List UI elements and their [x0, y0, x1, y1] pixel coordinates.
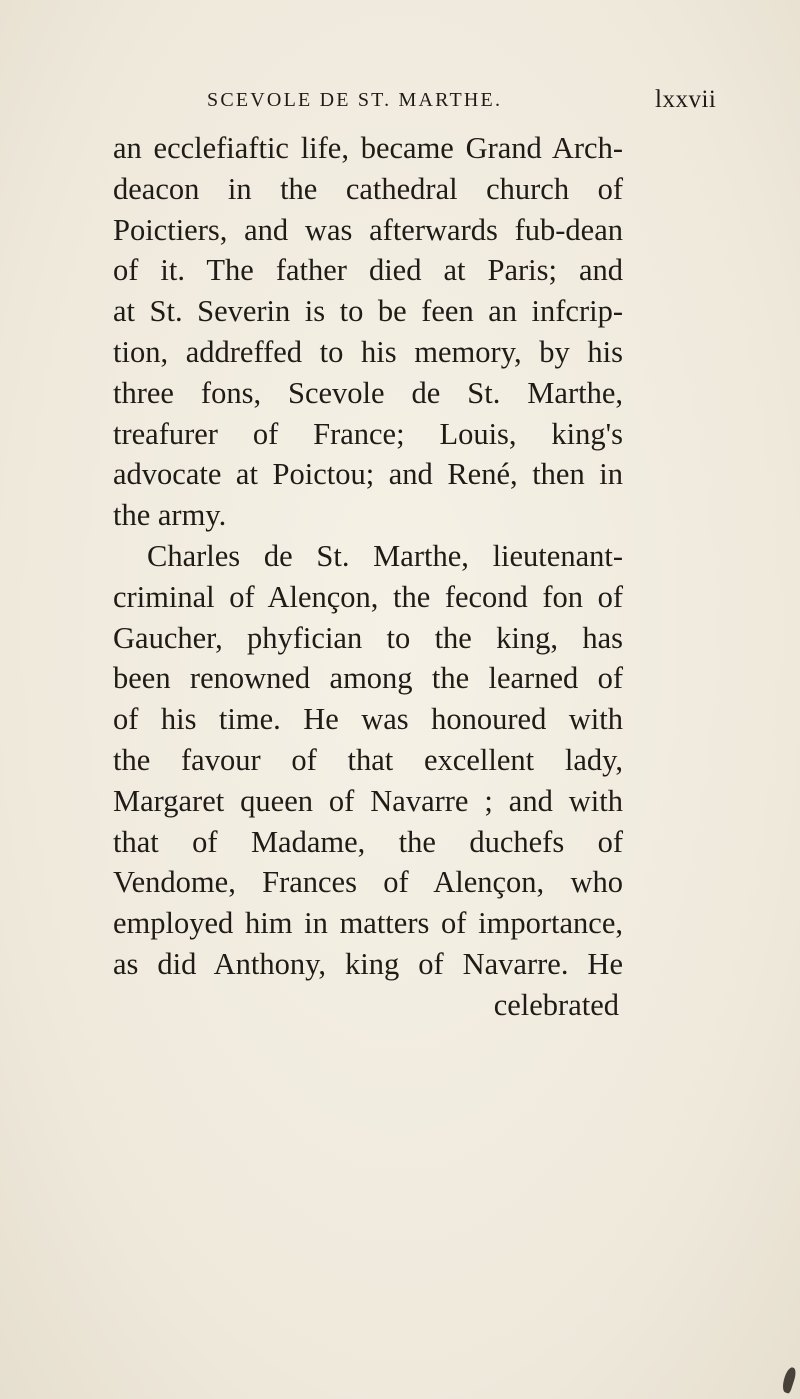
body-text	[113, 128, 623, 1026]
text-line: at St. Severin is to be feen an infcrip-	[113, 294, 623, 329]
text-line: advocate at Poictou; and René, then in	[113, 457, 623, 492]
text-line: been renowned among the learned of	[113, 661, 623, 696]
text-line: deacon in the cathedral church of	[113, 171, 623, 206]
text-line: Gaucher, phyfician to the king, has	[113, 620, 623, 655]
ink-blot-mark	[780, 1366, 798, 1394]
text-line: of his time. He was honoured with	[113, 702, 623, 737]
page-header	[0, 86, 800, 126]
text-line: of it. The father died at Paris; and	[113, 253, 623, 288]
text-line: tion, addreffed to his memory, by his	[113, 334, 623, 369]
text-line: employed him in matters of importance,	[113, 906, 623, 941]
catchword: celebrated	[493, 987, 619, 1022]
text-line: that of Madame, the duchefs of	[113, 824, 623, 859]
text-line: as did Anthony, king of Navarre. He	[113, 946, 623, 981]
text-line: Vendome, Frances of Alençon, who	[113, 865, 623, 900]
paragraph-start-line: Charles de St. Marthe, lieutenant-	[147, 538, 623, 573]
text-line: the army.	[113, 498, 227, 533]
text-line: the favour of that excellent lady,	[113, 742, 623, 777]
running-head: SCEVOLE DE ST. MARTHE.	[207, 89, 503, 111]
text-line: an ecclefiaftic life, became Grand Arch-	[113, 131, 623, 165]
text-line: Margaret queen of Navarre ; and with	[113, 783, 623, 818]
text-line: criminal of Alençon, the fecond fon of	[113, 579, 623, 614]
page-number: lxxvii	[655, 86, 717, 113]
text-line: Poictiers, and was afterwards fub-dean	[113, 212, 623, 247]
text-line: treafurer of France; Louis, king's	[113, 416, 623, 451]
text-line: three fons, Scevole de St. Marthe,	[113, 375, 623, 410]
